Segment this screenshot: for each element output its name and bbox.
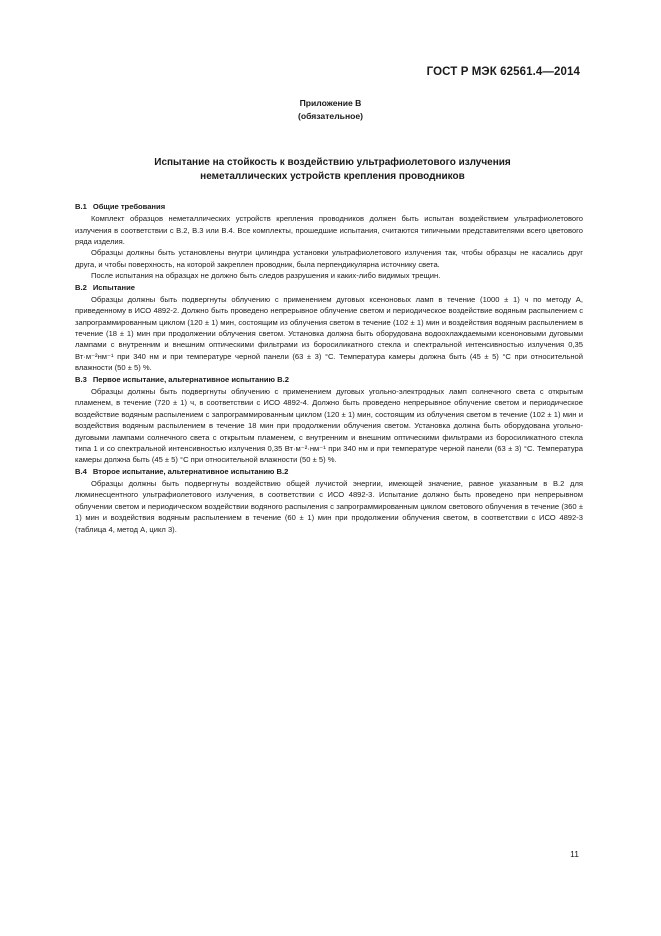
paragraph: Образцы должны быть подвергнуты облучению с применением дуговых ксеноновых ламп в течение (1000 ± 1) ч по методу А, приведенному в ИСО 4892-2. Должно быть проведено непрерывное облучение светом и периодическое воздействие водяным распылением с запрограммированным циклом (120 ± 1) мин, состоящим из облучения светом в течение (102 ± 1) мин и воздействия водяным распылением в течение (18 ± 1) мин при продолжении облучения светом. Установка должна быть оборудована водоохлаждаемыми ксеноновыми дуговыми лампами с внутренним и внешним оптическими фильтрами из боросиликатного стекла и спектральной интенсивностью излучения 0,35 Вт·м⁻²нм⁻¹ при 340 нм и при температуре черной панели (63 ± 3) °С. Температура камеры должна быть (45 ± 5) °С при относительной влажности (50 ± 5) %. — [75, 294, 583, 373]
section-heading-b1 — [75, 201, 583, 213]
section-number: В.4 — [75, 466, 87, 476]
paragraph: После испытания на образцах не должно быть следов разрушения и каких-либо видимых трещин. — [91, 271, 441, 281]
section-heading-b4 — [75, 466, 583, 478]
section-number: В.1 — [75, 202, 87, 211]
standard-designation: ГОСТ Р МЭК 62561.4—2014 — [426, 66, 580, 78]
paragraph: Комплект образцов неметаллических устройств крепления проводников должен быть испытан воздействием ультрафиолетового излучения в соответствии с В.2, В.3 или В.4. Все комплекты, прошедшие испытания, считаются типичными представителями всего цветового ряда изделия. — [75, 214, 583, 247]
document-body — [75, 201, 583, 535]
section-number: В.3 — [75, 374, 87, 384]
section-number: В.2 — [75, 282, 87, 292]
section-title: Общие требования — [92, 202, 166, 211]
section-title: Испытание — [92, 282, 136, 292]
annex-title: Приложение В — [299, 98, 362, 108]
section-heading-b2 — [75, 282, 583, 294]
section-title: Второе испытание, альтернативное испытанию В.2 — [92, 466, 289, 476]
document-title-line1: Испытание на стойкость к воздействию ультрафиолетового излучения — [154, 157, 511, 168]
paragraph: Образцы должны быть подвергнуты воздействию общей лучистой энергии, имеющей значение, равное указанным в В.2 для люминесцентного ультрафиолетового излучения, в соответствии с ИСО 4892-3. Испытание должно быть проведено при непрерывном облучении светом и периодическом воздействии водяного распыления с запрограммированным циклом светового облучения в течение (360 ± 1) мин и воздействия водяным распылением в течение (60 ± 1) мин при продолжении облучения светом, в соответствии с ИСО 4892-3 (таблица 4, метод А, цикл 3). — [75, 478, 583, 534]
section-title: Первое испытание, альтернативное испытанию В.2 — [92, 374, 289, 384]
annex-status: (обязательное) — [297, 111, 364, 121]
document-title — [80, 156, 585, 184]
paragraph: Образцы должны быть подвергнуты облучению с применением дуговых угольно-электродных ламп солнечного света с открытым пламенем, в течение (720 ± 1) ч, в соответствии с ИСО 4892-4. Должно быть проведено непрерывное облучение светом и периодическое воздействие водяным распылением с запрограммированным циклом (120 ± 1) мин, состоящим из облучения светом в течение (102 ± 1) мин и воздействия водяным распылением в течение 18 мин при продолжении облучения светом. Установка должна быть оборудована угольно-дуговыми лампами солнечного света с открытым пламенем, с внутренним и внешним оптическими фильтрами из боросиликатного стекла типа 1 и со спектральной интенсивностью излучения 0,35 Вт·м⁻²·нм⁻¹ при 340 нм и при температуре черной панели (63 ± 3) °С. Температура камеры должна быть (45 ± 5) °С при относительной влажности (50 ± 5) %. — [75, 386, 583, 465]
document-title-line2: неметаллических устройств крепления проводников — [200, 171, 465, 182]
annex-heading — [0, 97, 661, 123]
page-number: 11 — [570, 849, 579, 859]
section-heading-b3 — [75, 374, 583, 386]
paragraph: Образцы должны быть установлены внутри цилиндра установки ультрафиолетового излучения так, чтобы образцы не касались друг друга, и чтобы поверхность, на которой закреплен проводник, была перпендикулярна источнику света. — [75, 248, 583, 269]
